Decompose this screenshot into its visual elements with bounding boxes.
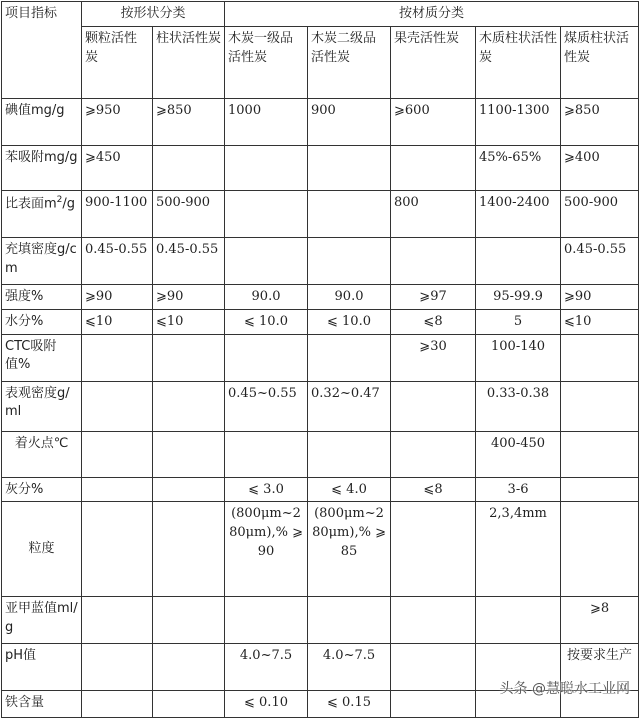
- table-row: [2, 284, 639, 309]
- table-cell: [153, 334, 225, 381]
- row-label: 亚甲蓝值ml/g: [2, 597, 82, 644]
- table-cell: [82, 431, 153, 477]
- table-cell: [391, 502, 476, 597]
- row-label: 水分%: [2, 309, 82, 334]
- col-header: 木质柱状活性炭: [476, 26, 561, 98]
- row-label: 苯吸附mg/g: [2, 145, 82, 190]
- table-cell: 0.45-0.55: [82, 237, 153, 284]
- table-cell: [153, 381, 225, 431]
- table-cell: [82, 334, 153, 381]
- table-cell: 500-900: [561, 190, 639, 237]
- table-cell: [82, 644, 153, 691]
- table-row: [2, 381, 639, 431]
- row-label: 灰分%: [2, 477, 82, 502]
- table-cell: ⩽8: [391, 477, 476, 502]
- col-header: 木炭二级品活性炭: [308, 26, 391, 98]
- table-cell: [308, 145, 391, 190]
- table-cell: ⩾8: [561, 597, 639, 644]
- table-cell: ⩽10: [561, 309, 639, 334]
- table-cell: [308, 431, 391, 477]
- table-cell: [153, 502, 225, 597]
- table-cell: ⩾97: [391, 284, 476, 309]
- table-cell: [225, 431, 308, 477]
- table-row: [2, 309, 639, 334]
- table-cell: [82, 381, 153, 431]
- row-label: 铁含量: [2, 691, 82, 718]
- table-cell: ⩽ 0.10: [225, 691, 308, 718]
- table-cell: [82, 477, 153, 502]
- table-cell: [82, 691, 153, 718]
- row-label: 强度%: [2, 284, 82, 309]
- table-cell: 95-99.9: [476, 284, 561, 309]
- table-row: [2, 145, 639, 190]
- table-cell: 90.0: [308, 284, 391, 309]
- table-row: [2, 597, 639, 644]
- table-cell: [391, 381, 476, 431]
- table-cell: 90.0: [225, 284, 308, 309]
- header-group-shape: 按形状分类: [82, 2, 225, 27]
- table-cell: 1400-2400: [476, 190, 561, 237]
- table-cell: ⩾600: [391, 98, 476, 145]
- table-cell: 0.33-0.38: [476, 381, 561, 431]
- table-cell: 500-900: [153, 190, 225, 237]
- col-header: 煤质柱状活性炭: [561, 26, 639, 98]
- table-cell: ⩾30: [391, 334, 476, 381]
- table-cell: 45%-65%: [476, 145, 561, 190]
- table-cell: 800: [391, 190, 476, 237]
- table-cell: [225, 334, 308, 381]
- activated-carbon-spec-table: [1, 1, 639, 718]
- table-cell: [476, 597, 561, 644]
- table-cell: ⩾90: [82, 284, 153, 309]
- table-cell: [476, 237, 561, 284]
- table-cell: ⩾90: [561, 284, 639, 309]
- table-cell: 900: [308, 98, 391, 145]
- table-cell: [153, 644, 225, 691]
- table-cell: (800μm~280μm),% ⩾ 85: [308, 502, 391, 597]
- table-row: [2, 477, 639, 502]
- table-cell: [82, 502, 153, 597]
- table-cell: ⩽ 10.0: [225, 309, 308, 334]
- table-cell: (800μm~280μm),% ⩾ 90: [225, 502, 308, 597]
- table-cell: 0.45-0.55: [561, 237, 639, 284]
- watermark: 头条 @慧聪水工业网: [499, 681, 630, 697]
- table-cell: [391, 691, 476, 718]
- table-cell: ⩾950: [82, 98, 153, 145]
- table-cell: [391, 237, 476, 284]
- table-cell: [561, 334, 639, 381]
- table-cell: ⩽ 10.0: [308, 309, 391, 334]
- table-cell: 100-140: [476, 334, 561, 381]
- table-cell: [561, 502, 639, 597]
- table-cell: ⩽ 0.15: [308, 691, 391, 718]
- table-cell: 0.45~0.55: [225, 381, 308, 431]
- col-header: 木炭一级品活性炭: [225, 26, 308, 98]
- row-label: CTC吸附值%: [2, 334, 82, 381]
- table-row: [2, 431, 639, 477]
- table-cell: [561, 381, 639, 431]
- row-label: pH值: [2, 644, 82, 691]
- row-label: 粒度: [2, 502, 82, 597]
- table-cell: [82, 597, 153, 644]
- table-cell: [391, 431, 476, 477]
- table-cell: [391, 597, 476, 644]
- table-cell: [561, 477, 639, 502]
- table-cell: [308, 190, 391, 237]
- table-cell: 900-1100: [82, 190, 153, 237]
- header-corner: 项目指标: [2, 2, 82, 99]
- row-label: 着火点℃: [2, 431, 82, 477]
- table-row: [2, 502, 639, 597]
- table-cell: 0.32~0.47: [308, 381, 391, 431]
- table-cell: 2,3,4mm: [476, 502, 561, 597]
- table-cell: ⩾450: [82, 145, 153, 190]
- table-cell: [308, 597, 391, 644]
- table-row: [2, 98, 639, 145]
- table-cell: [308, 334, 391, 381]
- table-cell: [153, 145, 225, 190]
- table-cell: ⩽ 4.0: [308, 477, 391, 502]
- table-cell: [225, 597, 308, 644]
- table-cell: ⩾90: [153, 284, 225, 309]
- table-cell: [153, 691, 225, 718]
- table-cell: ⩽10: [82, 309, 153, 334]
- table-cell: ⩾400: [561, 145, 639, 190]
- table-cell: ⩽10: [153, 309, 225, 334]
- table-cell: 1100-1300: [476, 98, 561, 145]
- table-cell: 5: [476, 309, 561, 334]
- table-row: [2, 190, 639, 237]
- table-cell: [153, 477, 225, 502]
- table-cell: ⩽8: [391, 309, 476, 334]
- table-cell: [153, 597, 225, 644]
- row-label: 碘值mg/g: [2, 98, 82, 145]
- table-cell: [391, 145, 476, 190]
- table-cell: [391, 644, 476, 691]
- col-header: 柱状活性炭: [153, 26, 225, 98]
- table-cell: 1000: [225, 98, 308, 145]
- table-cell: 400-450: [476, 431, 561, 477]
- col-header: 果壳活性炭: [391, 26, 476, 98]
- table-cell: 4.0~7.5: [308, 644, 391, 691]
- table-cell: [561, 431, 639, 477]
- header-group-material: 按材质分类: [225, 2, 639, 27]
- table-cell: [225, 237, 308, 284]
- table-cell: [225, 145, 308, 190]
- table-cell: [308, 237, 391, 284]
- table-row: [2, 334, 639, 381]
- col-header: 颗粒活性炭: [82, 26, 153, 98]
- table-row: [2, 237, 639, 284]
- table-cell: ⩾850: [561, 98, 639, 145]
- table-cell: 3-6: [476, 477, 561, 502]
- table-cell: 按要求生产: [561, 644, 639, 691]
- table-cell: ⩾850: [153, 98, 225, 145]
- table-cell: 0.45-0.55: [153, 237, 225, 284]
- row-label: 表观密度g/ml: [2, 381, 82, 431]
- table-cell: 4.0~7.5: [225, 644, 308, 691]
- row-label: 比表面$m^2/g$: [2, 190, 82, 237]
- table-cell: [153, 431, 225, 477]
- table-cell: [225, 190, 308, 237]
- row-label: 充填密度g/cm: [2, 237, 82, 284]
- table-cell: ⩽ 3.0: [225, 477, 308, 502]
